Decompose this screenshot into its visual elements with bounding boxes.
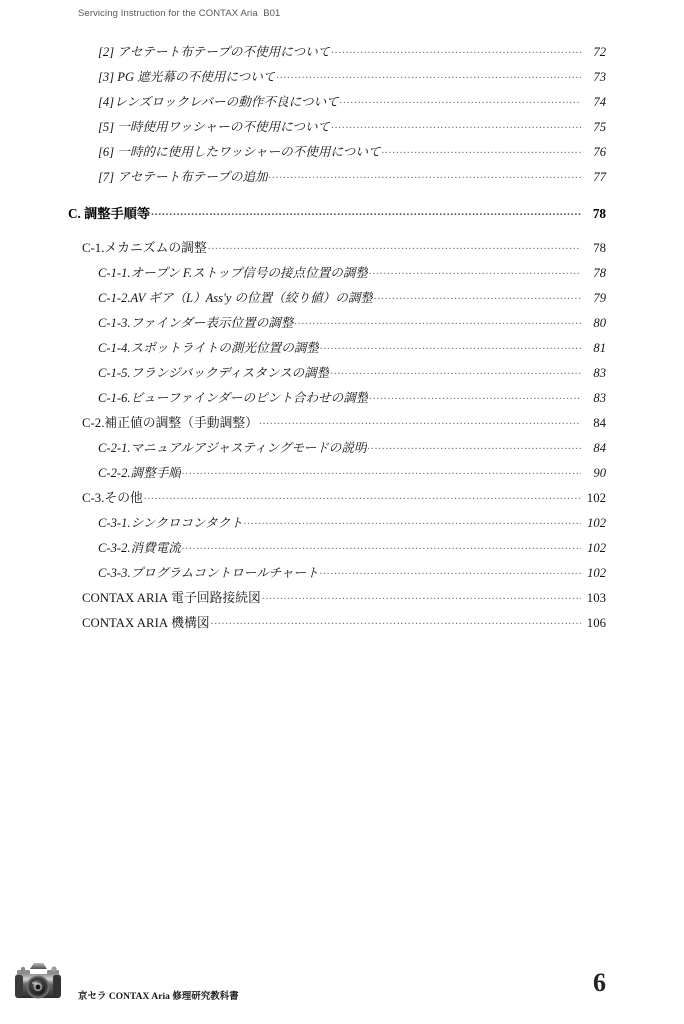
toc-entry-label: [3] PG 遮光幕の不使用について [98,70,276,84]
toc-entry[interactable] [0,487,684,512]
toc-dot-leader [211,614,581,627]
toc-entry-label: C. 調整手順等 [68,206,151,221]
toc-entry[interactable] [0,91,684,116]
toc-entry-label: C-3-1.シンクロコンタクト [98,516,243,530]
toc-entry-page-number: 106 [586,616,606,630]
toc-entry-page-number: 77 [593,170,606,184]
toc-entry-label: [5] 一時使用ワッシャーの不使用について [98,120,331,134]
toc-entry-page-number: 74 [593,95,606,109]
toc-dot-leader [320,564,581,577]
toc-entry-label: C-3.その他 [82,491,143,505]
page-footer [0,938,684,1024]
running-header: Servicing Instruction for the CONTAX Aria B01 [78,8,281,19]
toc-entry[interactable] [0,562,684,587]
smallcaps-ria: RIA [146,616,169,630]
toc-entry[interactable] [0,612,684,637]
toc-entry[interactable] [0,203,684,231]
toc-entry-label: C-2-2.調整手順 [98,466,181,480]
toc-entry-page-number: 81 [593,341,606,355]
toc-dot-leader [182,464,581,477]
toc-entry[interactable] [0,287,684,312]
toc-dot-leader [259,414,581,427]
toc-entry-page-number: 84 [593,416,606,430]
toc-entry[interactable] [0,66,684,91]
toc-entry-label: [6] 一時的に使用したワッシャーの不使用について [98,145,381,159]
toc-entry-label: [2] アセテート布テープの不使用について [98,45,331,59]
toc-entry[interactable] [0,462,684,487]
toc-entry-label: C-1-1.オープン F.ストップ信号の接点位置の調整 [98,266,369,280]
toc-dot-leader [208,239,581,252]
toc-entry[interactable] [0,537,684,562]
toc-entry-label: C-1-3.ファインダー表示位置の調整 [98,316,294,330]
toc-dot-leader [369,389,581,402]
toc-entry-label: C-2-1.マニュアルアジャスティングモードの説明 [98,441,367,455]
toc-dot-leader [374,289,581,302]
toc-dot-leader [382,143,581,156]
toc-entry-page-number: 72 [593,45,606,59]
toc-entry-label: C-3-3.プログラムコントロールチャート [98,566,319,580]
toc-entry[interactable] [0,262,684,287]
toc-entry-page-number: 90 [593,466,606,480]
toc-entry[interactable] [0,512,684,537]
toc-entry-page-number: 73 [593,70,606,84]
toc-entry[interactable] [0,237,684,262]
toc-entry-page-number: 78 [593,266,606,280]
toc-entry-page-number: 102 [587,516,606,530]
toc-entry[interactable] [0,412,684,437]
toc-entry-page-number: 79 [593,291,606,305]
toc-entry-label: C-1-5.フランジバックディスタンスの調整 [98,366,330,380]
toc-entry-page-number: 84 [593,441,606,455]
toc-dot-leader [276,68,581,81]
footer-caption: 京セラ CONTAX Aria 修理研究教科書 [78,992,239,1002]
toc-dot-leader [330,364,581,377]
toc-dot-leader [182,539,581,552]
toc-entry-page-number: 76 [593,145,606,159]
toc-entry[interactable] [0,587,684,612]
toc-entry[interactable] [0,166,684,191]
toc-entry-label: C-2.補正値の調整（手動調整） [82,416,258,430]
toc-entry-page-number: 102 [587,566,606,580]
toc-entry-page-number: 103 [586,591,606,605]
toc-dot-leader [340,93,581,106]
toc-entry-label: [7] アセテート布テープの追加 [98,170,268,184]
toc-entry[interactable] [0,387,684,412]
toc-dot-leader [262,589,581,602]
toc-entry-page-number: 78 [592,206,606,221]
toc-entry-label: C-1-4.スポットライトの測光位置の調整 [98,341,320,355]
toc-entry[interactable] [0,41,684,66]
footer-page-number: 6 [593,968,606,997]
toc-dot-leader [320,339,581,352]
toc-entry-label: C-1-2.AV ギア（L）Ass'y の位置（絞り値）の調整 [98,291,374,305]
toc-entry[interactable] [0,337,684,362]
toc-entry[interactable] [0,116,684,141]
toc-dot-leader [144,489,581,502]
toc-entry-label: C-3-2.消費電流 [98,541,181,555]
toc-dot-leader [368,439,581,452]
toc-entry-page-number: 102 [586,491,606,505]
toc-dot-leader [151,205,581,218]
toc-entry-label: C-1-6.ビューファインダーのピント合わせの調整 [98,391,369,405]
toc-entry-label: [4]レンズロックレバーの動作不良について [98,95,339,109]
toc-entry-page-number: 80 [593,316,606,330]
toc-dot-leader [331,118,581,131]
toc-dot-leader [369,264,581,277]
toc-entry-page-number: 102 [587,541,606,555]
toc-entry[interactable] [0,312,684,337]
toc-entry-label: C-1.メカニズムの調整 [82,241,207,255]
slr-camera-photo-icon [12,960,64,1004]
table-of-contents [0,41,684,637]
toc-dot-leader [244,514,581,527]
toc-entry-label: CONTAX ARIA 電子回路接続図 [82,591,261,605]
toc-entry-page-number: 83 [593,391,606,405]
toc-entry-page-number: 83 [593,366,606,380]
toc-entry[interactable] [0,437,684,462]
toc-dot-leader [295,314,582,327]
toc-entry[interactable] [0,141,684,166]
toc-dot-leader [269,168,581,181]
toc-entry-label: CONTAX ARIA 機構図 [82,616,210,630]
smallcaps-ria: RIA [146,591,169,605]
toc-dot-leader [331,43,581,56]
toc-entry-page-number: 78 [593,241,606,255]
toc-entry[interactable] [0,362,684,387]
toc-entry-page-number: 75 [593,120,606,134]
